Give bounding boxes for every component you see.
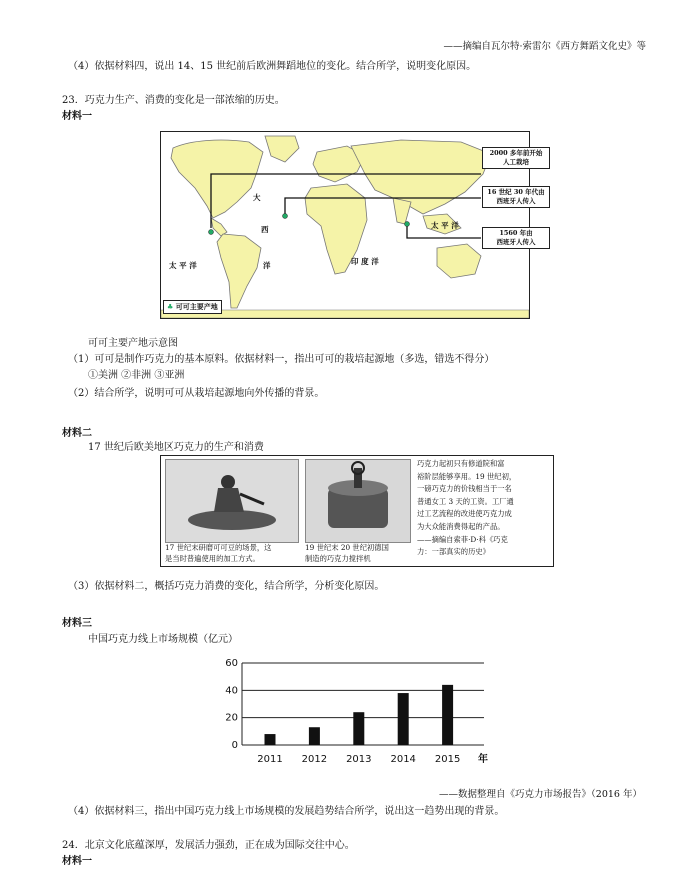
x-tick-label-2013: 2013 — [346, 754, 372, 765]
map-caption: 可可主要产地示意图 — [88, 338, 178, 349]
bar-2013 — [353, 712, 364, 745]
chart-source: ——数据整理自《巧克力市场报告》（2016 年） — [439, 789, 642, 800]
x-tick-label-2015: 2015 — [434, 754, 461, 765]
grinding-cacao-sketch — [166, 460, 298, 542]
caption-grinding-line-2: 是当时普遍使用的加工方式。 — [165, 554, 260, 563]
x-axis-label: 年 — [478, 754, 488, 765]
m2-text-line-6: 为大众能消费得起的产品。 — [417, 521, 505, 531]
m2-text-line-4: 普通女工 3 天的工资。工厂通 — [417, 496, 514, 506]
material-3-label: 材料三 — [62, 618, 92, 629]
question-23-1: （1）可可是制作巧克力的基本原料。依据材料一，指出可可的栽培起源地（多选，错选不得分） — [68, 354, 495, 365]
m2-text-line-5: 过工艺流程的改进使巧克力成 — [417, 509, 512, 519]
material-2-text — [417, 458, 516, 559]
caption-mixer — [305, 542, 389, 564]
bar-2015 — [442, 685, 453, 745]
chocolate-mixer-image — [305, 459, 411, 543]
question-24-title: 24．北京文化底蕴深厚，发展活力强劲，正在成为国际交往中心。 — [62, 840, 355, 851]
callout-africa — [482, 186, 550, 208]
cacao-tree-icon: ♣ — [167, 302, 174, 311]
world-map — [160, 131, 530, 319]
callout-africa-line-1: 16 世纪 30 年代由 — [487, 188, 545, 196]
caption-mixer-line-2: 制造的巧克力搅拌机 — [305, 554, 371, 563]
m2-text-line-2: 裕阶层能够享用。19 世纪初， — [417, 471, 517, 481]
ocean-label-da: 大 — [253, 193, 261, 202]
m2-text-line-1: 巧克力起初只有修道院和富 — [417, 459, 505, 468]
callout-americas-line-2: 人工栽培 — [503, 158, 529, 166]
source-citation: ——摘编自瓦尔特·索雷尔《西方舞蹈文化史》等 — [443, 41, 646, 52]
chart-title: 中国巧克力线上市场规模（亿元） — [88, 634, 238, 645]
grinding-cacao-image — [165, 459, 299, 543]
world-map-graphic — [161, 132, 529, 318]
y-tick-label-60: 60 — [225, 658, 238, 669]
question-23-title: 23．巧克力生产、消费的变化是一部浓缩的历史。 — [62, 95, 285, 106]
bar-2012 — [309, 727, 320, 745]
question-23-2: （2）结合所学，说明可可从栽培起源地向外传播的背景。 — [68, 388, 325, 399]
map-legend — [163, 300, 222, 314]
callout-asia-line-1: 1560 年由 — [499, 229, 533, 237]
y-tick-label-0: 0 — [231, 740, 238, 751]
x-tick-label-2012: 2012 — [301, 754, 328, 765]
pacific-label-right: 太 平 洋 — [431, 221, 459, 230]
y-tick-label-40: 40 — [225, 685, 238, 697]
caption-grinding-line-1: 17 世纪末研磨可可豆的场景，这 — [165, 543, 272, 552]
map-legend-label: 可可主要产地 — [175, 302, 218, 311]
question-23-4: （4）依据材料三，指出中国巧克力线上市场规模的发展趋势结合所学，说出这一趋势出现的背景。 — [68, 806, 505, 817]
bar-2014 — [398, 693, 409, 745]
callout-asia — [482, 227, 550, 249]
material-2-panel — [160, 455, 554, 567]
m2-text-line-7: ——摘编自索菲·D·科《巧克 — [417, 534, 508, 544]
material-1-label-q24: 材料一 — [62, 856, 92, 867]
m2-text-line-3: 一磅巧克力的价钱相当于一名 — [417, 484, 512, 494]
callout-africa-line-2: 西班牙人传入 — [496, 197, 536, 205]
m2-text-line-8: 力：一部真实的历史》 — [417, 547, 490, 557]
bar-2011 — [265, 734, 276, 745]
pacific-label-left: 太 平 洋 — [169, 261, 197, 270]
material-1-label: 材料一 — [62, 111, 92, 122]
question-22-4: （4）依据材料四，说出 14、15 世纪前后欧洲舞蹈地位的变化。结合所学，说明变化原因。 — [68, 61, 477, 72]
callout-asia-line-2: 西班牙人传入 — [496, 238, 536, 246]
question-23-3: （3）依据材料二，概括巧克力消费的变化，结合所学，分析变化原因。 — [68, 581, 385, 592]
market-size-chart — [222, 655, 522, 775]
ocean-label-yang: 洋 — [263, 261, 271, 270]
callout-americas-line-1: 2000 多年前开始 — [489, 149, 543, 157]
chocolate-mixer-sketch — [306, 460, 410, 542]
caption-grinding — [165, 542, 271, 564]
indian-ocean-label: 印 度 洋 — [351, 257, 379, 266]
material-2-subtitle: 17 世纪后欧美地区巧克力的生产和消费 — [88, 442, 264, 453]
ocean-label-xi: 西 — [261, 225, 269, 234]
y-tick-label-20: 20 — [225, 712, 238, 724]
callout-americas — [482, 147, 550, 169]
x-tick-label-2014: 2014 — [390, 754, 416, 765]
material-2-label: 材料二 — [62, 428, 92, 439]
x-tick-label-2011: 2011 — [257, 754, 283, 765]
question-23-1-options: ①美洲 ②非洲 ③亚洲 — [88, 370, 185, 381]
caption-mixer-line-1: 19 世纪末 20 世纪初德国 — [305, 543, 389, 552]
